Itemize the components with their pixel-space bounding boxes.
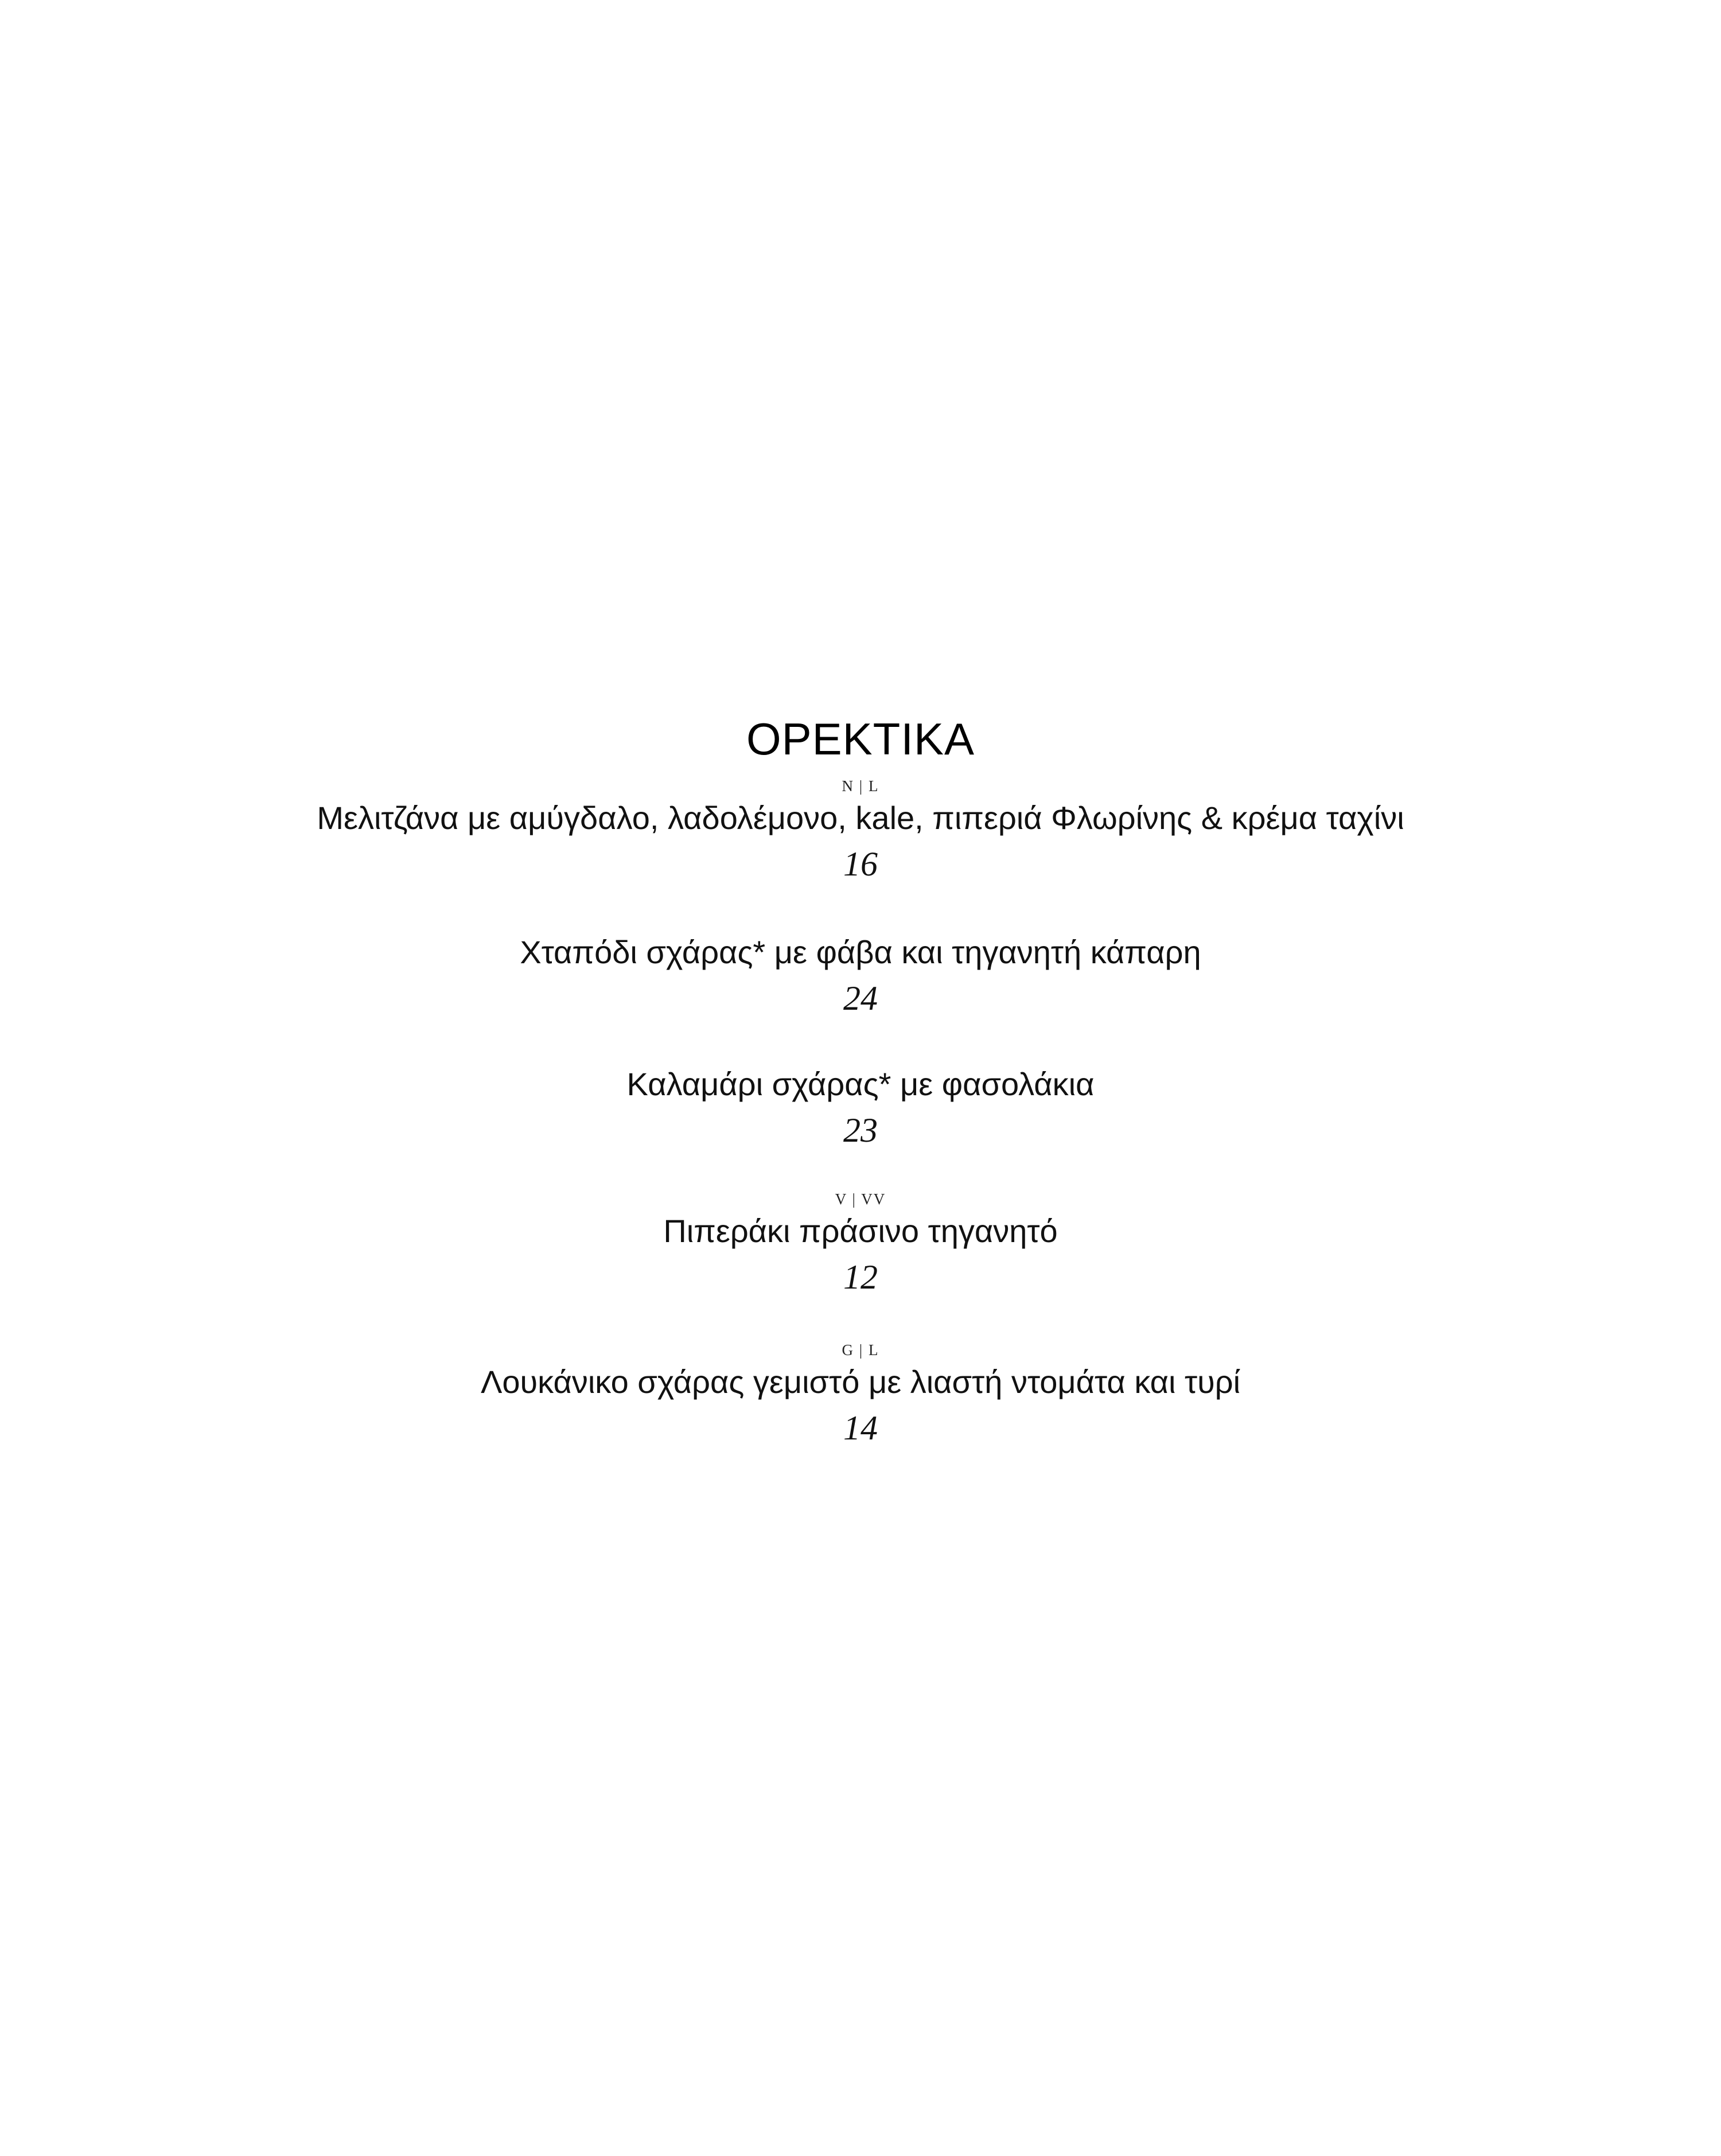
menu-item	[0, 775, 1721, 887]
section-title: OPEKTIKA	[746, 714, 975, 764]
dish-price: 16	[843, 845, 878, 883]
dish-name: Μελιτζάνα με αμύγδαλο, λαδολέμονο, kale, πιπεριά Φλωρίνης & κρέμα ταχίνι	[317, 800, 1404, 836]
menu-item	[0, 929, 1721, 1021]
dietary-tags: N | L	[842, 777, 879, 795]
dish-name: Καλαμάρι σχάρας* με φασολάκια	[626, 1066, 1095, 1102]
dish-name: Λουκάνικο σχάρας γεμιστό με λιαστή ντομάτα και τυρί	[480, 1364, 1241, 1400]
dish-name: Πιπεράκι πράσινο τηγανητό	[663, 1213, 1058, 1249]
dietary-tags: G | L	[842, 1341, 879, 1359]
menu-item	[0, 1188, 1721, 1300]
dish-price: 23	[843, 1111, 878, 1149]
dish-price: 24	[843, 979, 878, 1017]
dish-name: Χταπόδι σχάρας* με φάβα και τηγανητή κάπαρη	[520, 934, 1201, 970]
dish-price: 12	[843, 1258, 878, 1296]
dietary-tags: V | VV	[835, 1190, 886, 1208]
menu-item	[0, 1338, 1721, 1451]
menu-item	[0, 1061, 1721, 1153]
dish-price: 14	[843, 1409, 878, 1447]
